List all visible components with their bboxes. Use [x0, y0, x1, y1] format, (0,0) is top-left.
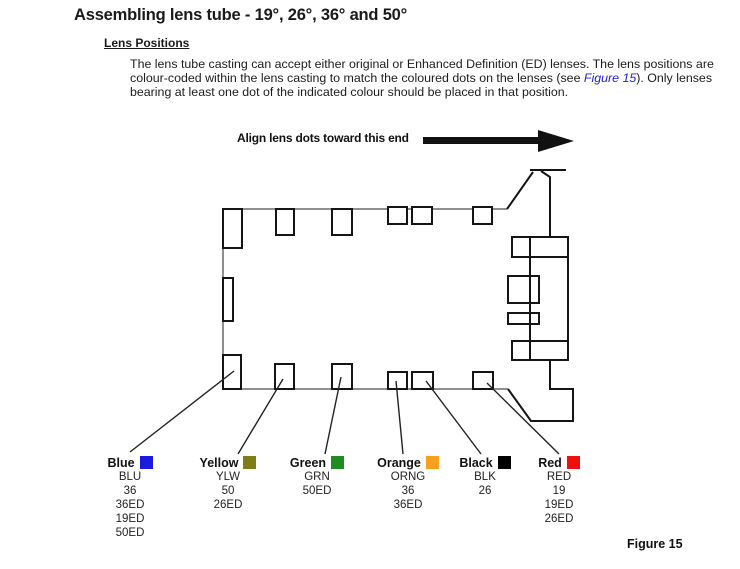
lens-code: 36ED: [115, 499, 145, 511]
lens-code: 26ED: [213, 499, 243, 511]
colour-name-label: Green: [289, 456, 327, 470]
colour-name-label: Orange: [377, 456, 421, 470]
colour-name-label: Blue: [107, 456, 135, 470]
lens-code: RED: [546, 471, 572, 483]
lens-code: 26: [478, 485, 492, 497]
lens-code: 19: [552, 485, 566, 497]
lens-code: BLK: [474, 471, 496, 483]
colour-name-label: Black: [459, 456, 493, 470]
lens-tube-right-end: [507, 170, 573, 421]
lens-code: 26ED: [544, 513, 574, 525]
lens-code: YLW: [215, 471, 241, 483]
lens-code: 50ED: [302, 485, 332, 497]
figure-caption: Figure 15: [627, 537, 683, 551]
paragraph-text-before-link: The lens tube casting can accept either original or Enhanced Definition (ED) lenses. The lens positions are colour-coded within the lens casting to match the coloured dots on the lenses (see: [130, 57, 714, 85]
lens-code: 19ED: [115, 513, 145, 525]
lens-position-slots: [223, 207, 493, 389]
lens-code: GRN: [304, 471, 330, 483]
colour-name-label: Yellow: [199, 456, 239, 470]
align-note-label: Align lens dots toward this end: [237, 131, 409, 145]
page-title: Assembling lens tube - 19°, 26°, 36° and 50°: [74, 6, 408, 24]
lens-code: BLU: [118, 471, 142, 483]
lens-code: 36: [401, 485, 415, 497]
lens-code: ORNG: [390, 471, 426, 483]
lens-code: 36: [123, 485, 137, 497]
lens-code: 50: [221, 485, 235, 497]
lens-code: 19ED: [544, 499, 574, 511]
colour-name-label: Red: [538, 456, 562, 470]
lens-code: 36ED: [393, 499, 423, 511]
paragraph-text-after-link: ). Only lenses bearing at least one dot of the indicated colour should be placed in that position.: [130, 70, 713, 99]
lens-tube-outline: [223, 209, 508, 389]
figure-15-link[interactable]: Figure 15: [583, 70, 637, 85]
direction-arrow: [423, 130, 574, 152]
lens-code: 50ED: [115, 527, 145, 539]
section-heading-lens-positions: Lens Positions: [104, 36, 190, 50]
